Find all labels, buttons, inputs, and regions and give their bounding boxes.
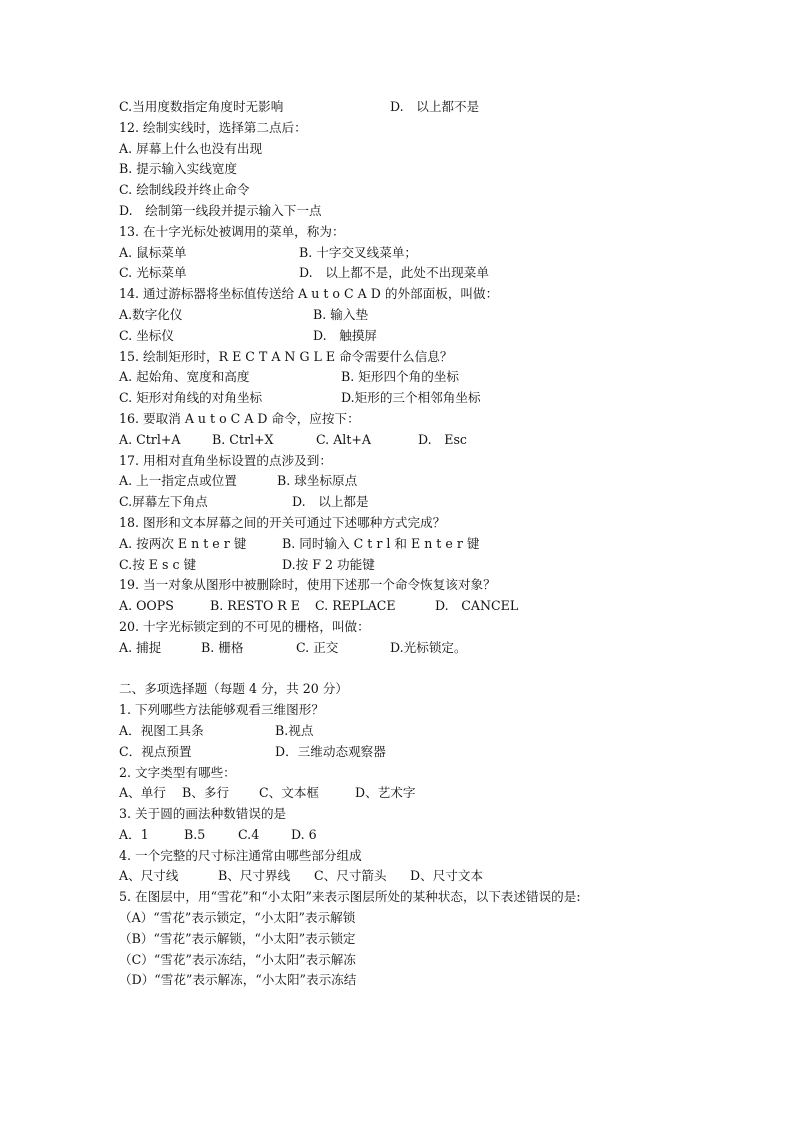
- text-line: [119, 305, 719, 326]
- option-text: C.按 E s c 键: [119, 556, 197, 572]
- line-text: 19. 当一对象从图形中被删除时，使用下述那一个命令恢复该对象？: [119, 577, 496, 593]
- option-text: A、尺寸线: [119, 868, 179, 884]
- text-line: [119, 908, 719, 929]
- option-text: C．视点预置: [119, 743, 192, 759]
- option-text: D.按 F 2 功能键: [282, 556, 375, 572]
- option-text: C.屏幕左下角点: [119, 494, 208, 510]
- option-text: B. 十字交叉线菜单；: [299, 244, 418, 260]
- line-text: 4. 一个完整的尺寸标注通常由哪些部分组成: [119, 847, 362, 863]
- line-text: 17. 用相对直角坐标设置的点涉及到：: [119, 452, 332, 468]
- text-line: [119, 201, 719, 222]
- text-line: [119, 721, 719, 742]
- option-text: C、尺寸箭头: [314, 868, 387, 884]
- text-line: [119, 846, 719, 867]
- option-text: B. RESTO R E: [210, 598, 300, 614]
- text-line: [119, 139, 719, 160]
- text-line: [119, 555, 719, 576]
- option-text: D、尺寸文本: [410, 868, 484, 884]
- text-line: [119, 118, 719, 139]
- line-text: A. 屏幕上什么也没有出现: [119, 140, 263, 156]
- line-text: 5. 在图层中，用“雪花”和“小太阳”来表示图层所处的某种状态，以下表述错误的是:: [119, 889, 581, 905]
- text-line: [119, 263, 719, 284]
- option-text: B、多行: [182, 785, 230, 801]
- option-text: D. CANCEL: [435, 598, 519, 614]
- option-text: D.矩形的三个相邻角坐标: [341, 390, 481, 406]
- option-text: C. 正交: [296, 639, 339, 655]
- option-text: A. 鼠标菜单: [119, 244, 187, 260]
- text-line: [119, 222, 719, 243]
- text-line: [119, 159, 719, 180]
- text-line: [119, 575, 719, 596]
- option-text: D. 以上都不是: [390, 99, 480, 114]
- text-line: [119, 617, 719, 638]
- line-text: （C）“雪花”表示冻结，“小太阳”表示解冻: [119, 951, 356, 967]
- option-text: C. Alt+A: [316, 431, 372, 447]
- line-text: （A）“雪花”表示锁定，“小太阳”表示解锁: [119, 910, 356, 926]
- text-line: [119, 180, 719, 201]
- option-text: A. 捕捉: [119, 639, 162, 655]
- text-line: [119, 534, 719, 555]
- option-text: A、单行: [119, 785, 166, 801]
- line-text: 16. 要取消 A u t o C A D 命令，应按下：: [119, 410, 360, 426]
- text-line: [119, 596, 719, 617]
- text-line: [119, 409, 719, 430]
- line-text: C. 绘制线段并终止命令: [119, 182, 250, 198]
- option-text: C、文本框: [259, 785, 320, 801]
- text-line: [119, 638, 719, 659]
- option-text: A. 按两次 E n t e r 键: [119, 535, 247, 551]
- line-text: 20. 十字光标锁定到的不可见的栅格，叫做：: [119, 618, 370, 634]
- option-text: A. 起始角、宽度和高度: [119, 369, 250, 385]
- option-text: D. 触摸屏: [313, 327, 378, 343]
- section-heading: [119, 679, 719, 700]
- option-text: B. 球坐标原点: [277, 473, 358, 489]
- text-line: [119, 347, 719, 368]
- option-text: A．视图工具条: [119, 722, 204, 738]
- text-line: [119, 326, 719, 347]
- option-text: D. Esc: [418, 431, 467, 447]
- line-text: 1. 下列哪些方法能够观看三维图形？: [119, 702, 324, 718]
- line-text: 2. 文字类型有哪些：: [119, 764, 236, 780]
- text-line: [119, 492, 719, 513]
- option-text: B、尺寸界线: [218, 868, 291, 884]
- text-line: [119, 243, 719, 264]
- option-text: C. 矩形对角线的对角坐标: [119, 390, 263, 406]
- option-text: B. 栅格: [201, 639, 244, 655]
- option-text: B. Ctrl+X: [212, 431, 274, 447]
- text-line: [119, 388, 719, 409]
- text-line: [119, 763, 719, 784]
- option-text: A. 上一指定点或位置: [119, 473, 237, 489]
- line-text: 13. 在十字光标处被调用的菜单，称为：: [119, 223, 345, 239]
- text-line: [119, 970, 719, 991]
- option-text: D．三维动态观察器: [275, 743, 386, 759]
- text-line: [119, 700, 719, 721]
- option-text: D、艺术字: [355, 785, 416, 801]
- text-line: [119, 887, 719, 908]
- line-text: D. 绘制第一线段并提示输入下一点: [119, 202, 322, 218]
- option-text: B. 输入垫: [313, 306, 369, 322]
- text-line: [119, 284, 719, 305]
- line-text: B. 提示输入实线宽度: [119, 161, 238, 177]
- text-line: [119, 866, 719, 887]
- text-line: [119, 804, 719, 825]
- option-text: D. 以上都是: [292, 494, 369, 510]
- option-text: B.视点: [275, 722, 314, 738]
- option-text: A．1: [119, 826, 149, 842]
- text-line: [119, 825, 719, 846]
- option-text: C. 坐标仪: [119, 327, 174, 343]
- line-text: 14. 通过游标器将坐标值传送给 A u t o C A D 的外部面板，叫做：: [119, 286, 499, 302]
- line-text: （B）“雪花”表示解锁，“小太阳”表示锁定: [119, 930, 356, 946]
- text-line: [119, 783, 719, 804]
- option-text: D. 以上都不是，此处不出现菜单: [299, 265, 489, 281]
- option-text: A. OOPS: [119, 598, 174, 614]
- line-text: 15. 绘制矩形时，R E C T A N G L E 命令需要什么信息？: [119, 348, 453, 364]
- line-text: 18. 图形和文本屏幕之间的开关可通过下述哪种方式完成？: [119, 514, 446, 530]
- option-text: A.数字化仪: [119, 306, 183, 322]
- text-line: [119, 471, 719, 492]
- option-text: C.当用度数指定角度时无影响: [119, 99, 284, 114]
- option-text: C. 光标菜单: [119, 265, 187, 281]
- option-text: C. REPLACE: [315, 598, 396, 614]
- line-text: 二、多项选择题（每题 4 分，共 20 分）: [119, 681, 348, 697]
- line-text: （D）“雪花”表示解冻，“小太阳”表示冻结: [119, 972, 357, 988]
- line-text: 12. 绘制实线时，选择第二点后：: [119, 119, 307, 135]
- option-text: C.4: [238, 826, 260, 842]
- option-text: B. 矩形四个角的坐标: [341, 369, 460, 385]
- text-line: [119, 513, 719, 534]
- question-list: [119, 97, 719, 991]
- text-line: [119, 367, 719, 388]
- line-text: 3. 关于圆的画法种数错误的是: [119, 806, 287, 822]
- text-line: [119, 929, 719, 950]
- text-line: [119, 451, 719, 472]
- option-text: B.5: [184, 826, 206, 842]
- text-line: [119, 950, 719, 971]
- text-line: [119, 430, 719, 451]
- option-text: D. 6: [291, 826, 317, 842]
- text-line: [119, 742, 719, 763]
- option-text: B. 同时输入 C t r l 和 E n t e r 键: [282, 535, 480, 551]
- text-line: [119, 97, 719, 118]
- option-text: A. Ctrl+A: [119, 431, 181, 447]
- option-text: D.光标锁定。: [390, 639, 467, 655]
